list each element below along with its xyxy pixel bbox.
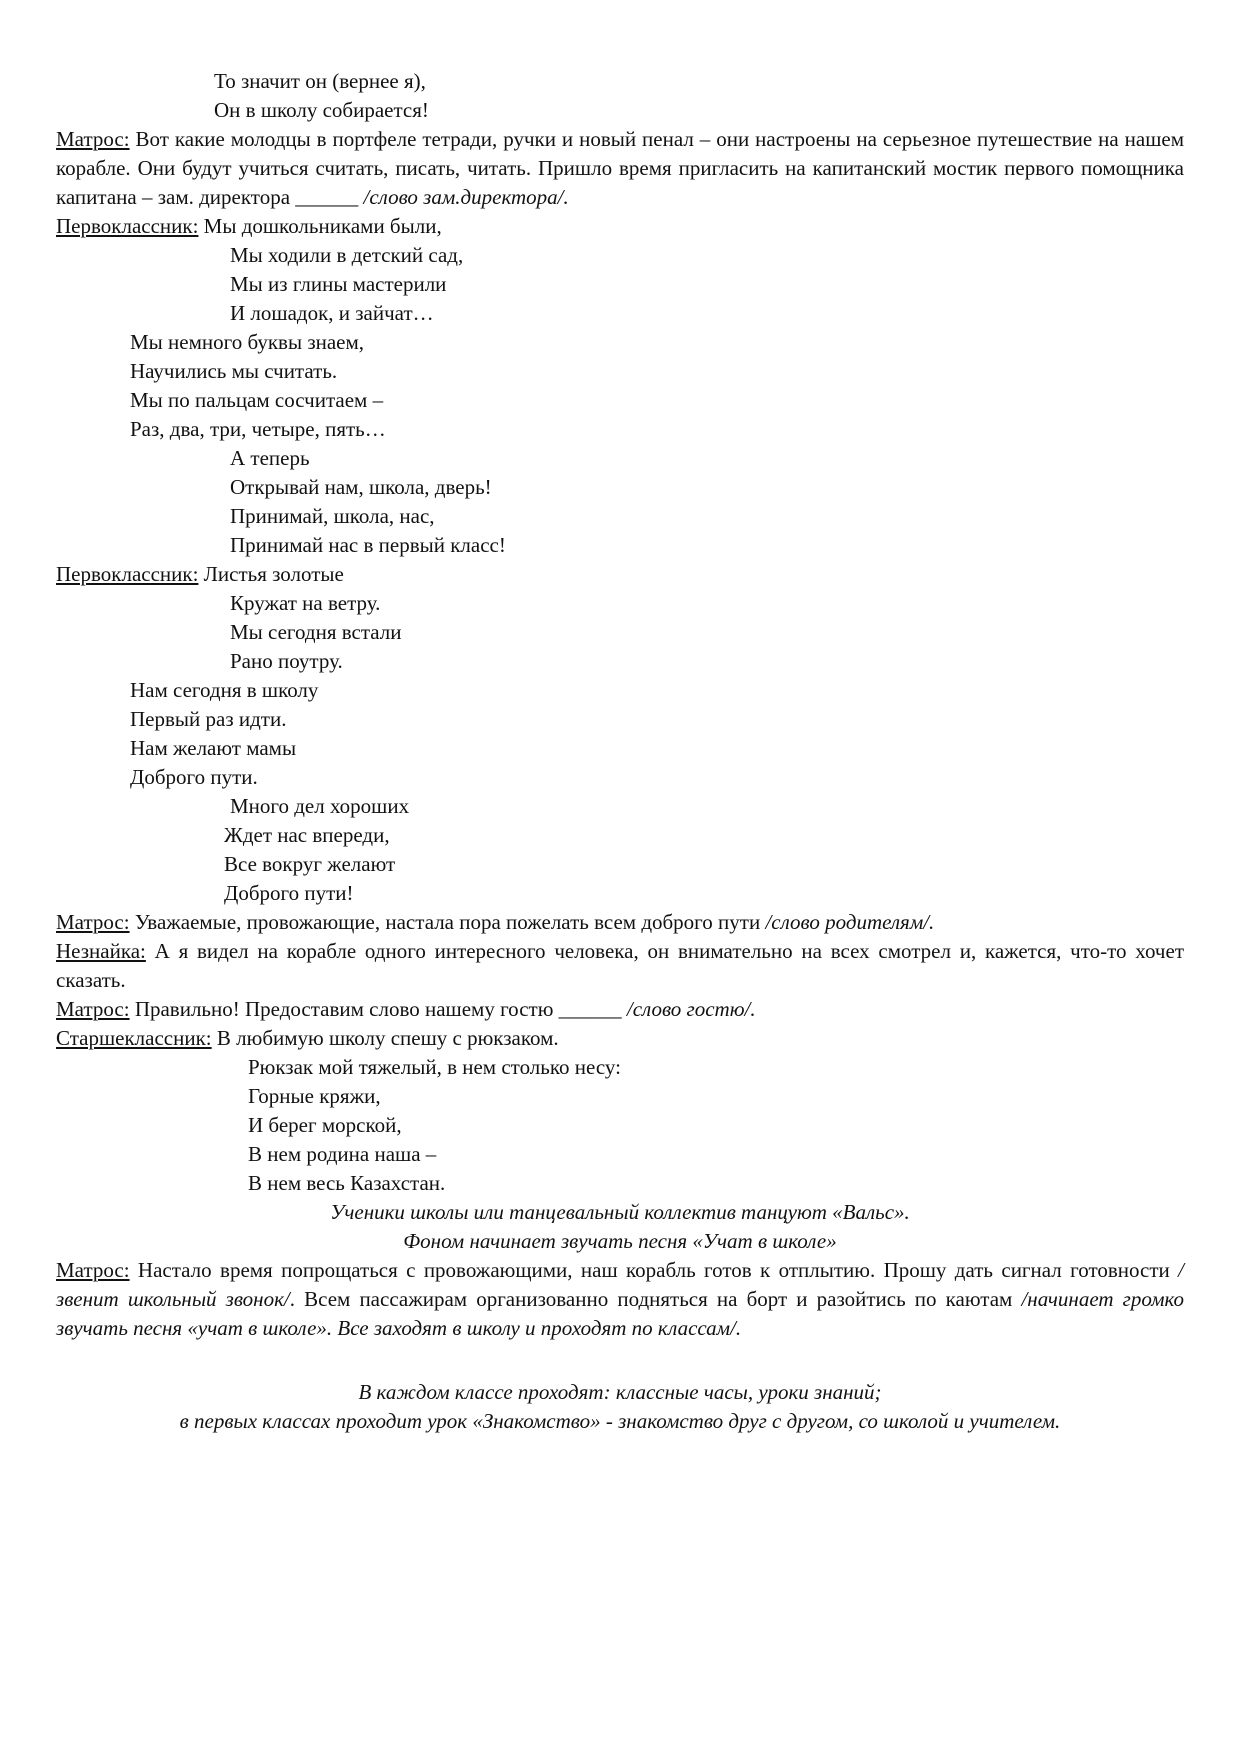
paragraph-matros-4: [56, 1256, 1184, 1343]
verse-line: Рано поутру.: [230, 649, 343, 673]
verse-line: А теперь: [230, 446, 310, 470]
verse-line: Мы дошкольниками были,: [198, 214, 442, 238]
verse-line: Принимай, школа, нас,: [230, 504, 435, 528]
stage-direction: /слово гостю/.: [626, 997, 756, 1021]
speaker-line: [56, 560, 344, 589]
speaker-label: Матрос:: [56, 1258, 130, 1282]
speech-text: А я видел на корабле одного интересного человека, он внимательно на всех смотрел и, кажется, что-то хочет сказать.: [56, 939, 1184, 992]
paragraph-neznayka: [56, 937, 1184, 995]
verse-line: Ждет нас впереди,: [224, 823, 390, 847]
stage-direction: /начинает громко звучать песня «учат в школе». Все заходят в школу и проходят по классам/.: [56, 1287, 1184, 1340]
speaker-line: [56, 212, 442, 241]
speaker-label: Матрос:: [56, 910, 130, 934]
speech-text: Уважаемые, провожающие, настала пора пожелать всем доброго пути: [129, 910, 766, 934]
stage-direction: /звенит школьный звонок/: [56, 1258, 1184, 1311]
paragraph-matros-2: [56, 908, 1184, 937]
verse-line: Мы сегодня встали: [230, 620, 402, 644]
verse-line: Мы ходили в детский сад,: [230, 243, 464, 267]
stage-direction-centered: Фоном начинает звучать песня «Учат в школе»: [403, 1229, 837, 1253]
verse-line: В нем родина наша –: [248, 1142, 437, 1166]
speaker-label: Первоклассник:: [56, 562, 199, 586]
verse-line: Кружат на ветру.: [230, 591, 381, 615]
verse-line: Нам желают мамы: [130, 736, 297, 760]
speaker-label: Старшеклассник:: [56, 1026, 212, 1050]
speaker-line: [56, 1024, 559, 1053]
verse-line: И лошадок, и зайчат…: [230, 301, 434, 325]
verse-line: Рюкзак мой тяжелый, в нем столько несу:: [248, 1055, 621, 1079]
verse-line: Много дел хороших: [230, 794, 410, 818]
verse-line: В нем весь Казахстан.: [248, 1171, 446, 1195]
verse-line: Доброго пути.: [130, 765, 258, 789]
speaker-label: Матрос:: [56, 997, 130, 1021]
verse-line: То значит он (вернее я),: [214, 69, 426, 93]
verse-line: Мы немного буквы знаем,: [130, 330, 365, 354]
verse-line: Научились мы считать.: [130, 359, 338, 383]
speech-text: Вот какие молодцы в портфеле тетради, ручки и новый пенал – они настроены на серьезное путешествие на нашем корабле. Они будут учиться считать, писать, читать. Пришло время пригласить на капитанский мостик первого помощника капитана – зам. директора ______: [56, 127, 1184, 209]
verse-line: Мы из глины мастерили: [230, 272, 447, 296]
speech-text: Настало время попрощаться с провожающими, наш корабль готов к отплытию. Прошу дать сигнал готовности: [129, 1258, 1179, 1282]
verse-line: Первый раз идти.: [130, 707, 287, 731]
speech-text: . Всем пассажирам организованно подняться на борт и разойтись по каютам: [289, 1287, 1022, 1311]
verse-line: Раз, два, три, четыре, пять…: [130, 417, 386, 441]
speech-text: Правильно! Предоставим слово нашему гостю ______: [129, 997, 627, 1021]
verse-line: Горные кряжи,: [248, 1084, 381, 1108]
verse-line: Открывай нам, школа, дверь!: [230, 475, 492, 499]
verse-line: Мы по пальцам сосчитаем –: [130, 388, 384, 412]
verse-line: Все вокруг желают: [224, 852, 396, 876]
stage-direction-centered: Ученики школы или танцевальный коллектив танцуют «Вальс».: [330, 1200, 910, 1224]
verse-line: Принимай нас в первый класс!: [230, 533, 506, 557]
speaker-label: Матрос:: [56, 127, 130, 151]
paragraph-matros-1: [56, 125, 1184, 212]
verse-line: Листья золотые: [198, 562, 344, 586]
verse-line: В любимую школу спешу с рюкзаком.: [211, 1026, 559, 1050]
stage-direction: /слово родителям/.: [765, 910, 935, 934]
stage-direction-centered: В каждом классе проходят: классные часы, уроки знаний;: [358, 1380, 882, 1404]
stage-direction: /слово зам.директора/.: [363, 185, 569, 209]
speaker-label: Первоклассник:: [56, 214, 199, 238]
verse-line: Он в школу собирается!: [214, 98, 429, 122]
verse-line: Доброго пути!: [224, 881, 354, 905]
stage-direction-centered: в первых классах проходит урок «Знакомство» - знакомство друг с другом, со школой и учителем.: [179, 1409, 1061, 1433]
verse-line: И берег морской,: [248, 1113, 402, 1137]
paragraph-matros-3: [56, 995, 1184, 1024]
speaker-label: Незнайка:: [56, 939, 146, 963]
verse-line: Нам сегодня в школу: [130, 678, 319, 702]
